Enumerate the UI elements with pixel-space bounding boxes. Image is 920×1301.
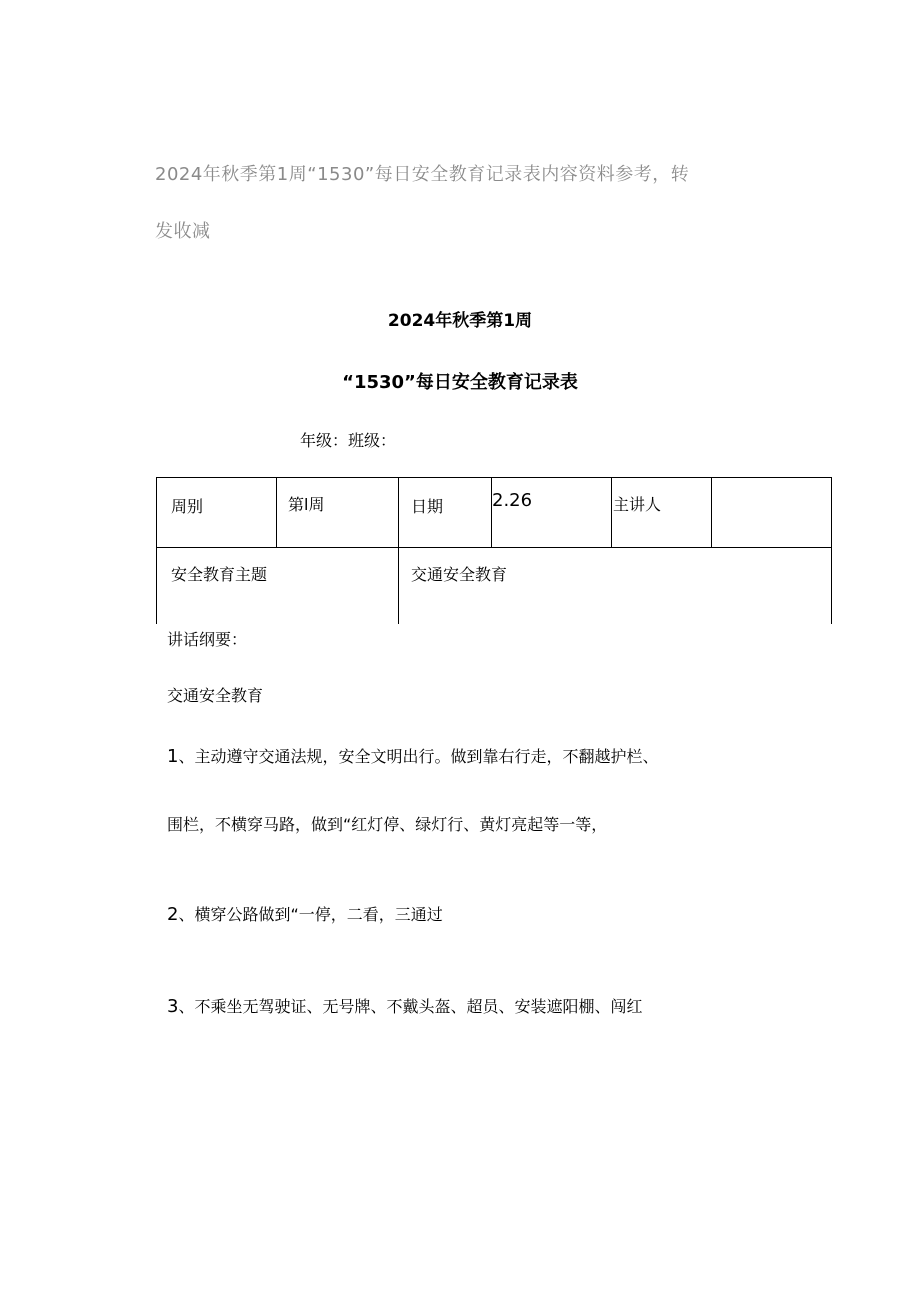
page-title: 2024年秋季第1周 (387, 311, 533, 331)
week-label: 周别 (171, 497, 204, 516)
item-number: 1 (167, 746, 179, 767)
item-number: 2 (167, 904, 179, 925)
page-subtitle: “1530”每日安全教育记录表 (342, 372, 578, 393)
outline-item-3 (167, 994, 642, 1017)
table-col-divider (276, 478, 277, 547)
intro-line-2: 发收减 (155, 221, 211, 242)
outline-item-1-continued: 围栏，不横穿马路，做到“红灯停、绿灯行、黄灯亮起等一等， (167, 815, 608, 834)
speaker-label: 主讲人 (613, 495, 662, 514)
table-col-divider (491, 478, 492, 547)
table-col-divider (398, 478, 399, 624)
table-row-divider (157, 547, 831, 548)
week-value: 第l周 (288, 495, 325, 514)
item-text: 、主动遵守交通法规，安全文明出行。做到靠右行走，不翻越护栏、 (178, 747, 659, 766)
theme-label: 安全教育主题 (171, 565, 268, 584)
item-text: 、横穿公路做到“一停，二看，三通过 (178, 905, 443, 924)
grade-class-line: 年级：班级： (300, 431, 397, 450)
outline-label: 讲话纲要： (167, 630, 248, 649)
theme-value: 交通安全教育 (411, 565, 508, 584)
item-text: 、不乘坐无驾驶证、无号牌、不戴头盔、超员、安装遮阳棚、闯红 (178, 997, 643, 1016)
table-col-divider (611, 478, 612, 547)
outline-item-2 (167, 902, 443, 925)
item-number: 3 (167, 996, 179, 1017)
record-table (156, 477, 832, 624)
table-col-divider (711, 478, 712, 547)
outline-item-1 (167, 744, 658, 767)
outline-topic: 交通安全教育 (167, 686, 264, 705)
intro-line-1: 2024年秋季第1周“1530”每日安全教育记录表内容资料参考，转 (155, 164, 690, 185)
date-value: 2.26 (492, 490, 533, 511)
date-label: 日期 (411, 497, 444, 516)
